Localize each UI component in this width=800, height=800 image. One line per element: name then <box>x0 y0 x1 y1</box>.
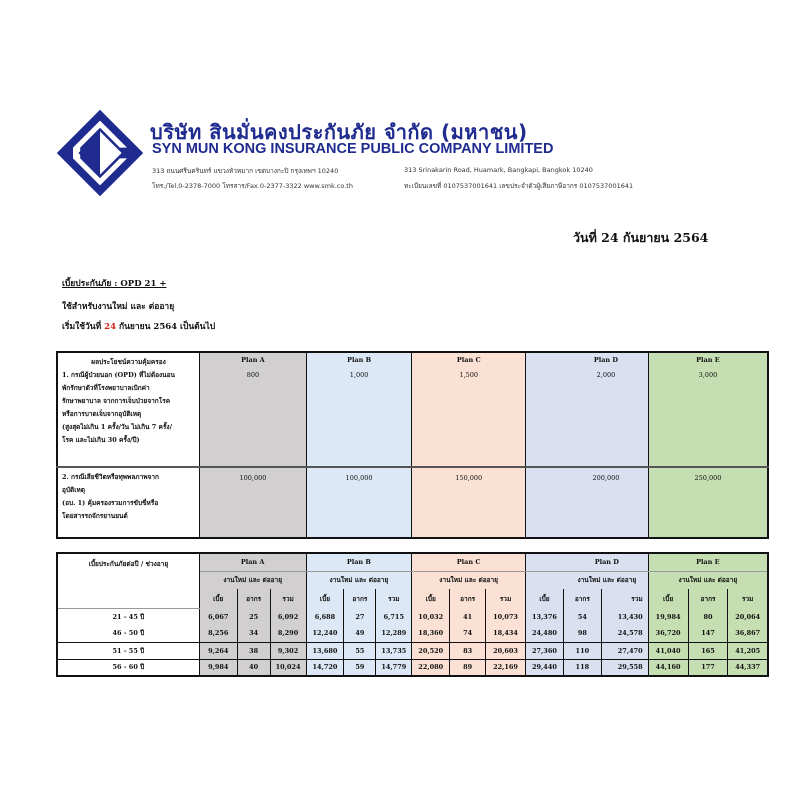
col-premium: เบี้ย <box>525 589 563 608</box>
benefit-row-opd <box>57 352 768 467</box>
col-premium: เบี้ย <box>648 589 688 608</box>
plan-d-header: Plan D <box>593 356 619 364</box>
plan-a-stamp: 38 <box>237 642 270 659</box>
plan-c-total: 22,169 <box>486 659 526 676</box>
plan-d-accident-cell <box>526 467 649 538</box>
benefit-line: (อบ. 1) คุ้มครองรวมการขับขี่หรือ <box>62 499 159 507</box>
plan-c-opd-cell <box>412 352 526 467</box>
plan-e-premium: 36,720 <box>648 625 688 642</box>
plan-a-total: 6,092 <box>270 608 306 625</box>
plan-e-stamp: 165 <box>688 642 728 659</box>
plan-d-total: 27,470 <box>601 642 648 659</box>
table-row <box>57 608 768 625</box>
premium-plan-a-header: Plan A <box>199 553 306 571</box>
plan-e-total: 44,337 <box>728 659 768 676</box>
plan-c-stamp: 89 <box>450 659 486 676</box>
plan-b-premium: 14,720 <box>306 659 344 676</box>
plan-a-premium: 9,984 <box>199 659 237 676</box>
benefit-line: (สูงสุดไม่เกิน 1 ครั้ง/วัน ไม่เกิน 7 ครั้ง/ <box>62 423 172 431</box>
premium-plan-a-subheader: งานใหม่ และ ต่ออายุ <box>199 571 306 589</box>
plan-e-premium: 44,160 <box>648 659 688 676</box>
plan-c-total: 18,434 <box>486 625 526 642</box>
effective-suffix: กันยายน 2564 เป็นต้นไป <box>118 322 216 332</box>
plan-d-opd-value: 2,000 <box>596 371 616 379</box>
benefit-desc-accident <box>57 467 200 538</box>
plan-b-total: 12,289 <box>376 625 412 642</box>
plan-e-accident-value: 250,000 <box>694 474 722 482</box>
benefit-line: รักษาพยาบาล จากการเจ็บป่วยจากโรค <box>62 397 171 405</box>
col-total: รวม <box>270 589 306 608</box>
premium-plan-d-subheader: งานใหม่ และ ต่ออายุ <box>525 571 648 589</box>
plan-d-opd-cell <box>526 352 649 467</box>
benefit-row-accident <box>57 467 768 538</box>
plan-e-opd-value: 3,000 <box>698 371 718 379</box>
plan-b-total: 6,715 <box>376 608 412 625</box>
plan-e-stamp: 80 <box>688 608 728 625</box>
plan-b-accident-value: 100,000 <box>345 474 373 482</box>
premium-header-label: เบี้ยประกันภัยต่อปี / ช่วงอายุ <box>57 553 199 608</box>
plan-d-accident-value: 200,000 <box>592 474 620 482</box>
plan-d-stamp: 54 <box>563 608 601 625</box>
plan-b-stamp: 55 <box>344 642 376 659</box>
plan-d-stamp: 110 <box>563 642 601 659</box>
plan-e-total: 41,205 <box>728 642 768 659</box>
company-name-en: SYN MUN KONG INSURANCE PUBLIC COMPANY LIMITED <box>152 141 554 157</box>
plan-d-premium: 27,360 <box>525 642 563 659</box>
plan-a-stamp: 25 <box>237 608 270 625</box>
plan-b-stamp: 27 <box>344 608 376 625</box>
benefit-line: พักรักษาตัวที่โรงพยาบาลเบิกค่า <box>62 384 150 392</box>
effective-day: 24 <box>104 322 116 332</box>
plan-a-stamp: 40 <box>237 659 270 676</box>
plan-e-stamp: 177 <box>688 659 728 676</box>
plan-b-stamp: 59 <box>344 659 376 676</box>
premium-plan-b-header: Plan B <box>306 553 412 571</box>
premium-plan-e-subheader: งานใหม่ และ ต่ออายุ <box>648 571 768 589</box>
plan-a-total: 10,024 <box>270 659 306 676</box>
applies-to-text: ใช้สำหรับงานใหม่ และ ต่ออายุ <box>62 302 175 312</box>
premium-table <box>56 552 769 677</box>
plan-b-premium: 12,240 <box>306 625 344 642</box>
col-premium: เบี้ย <box>306 589 344 608</box>
plan-c-premium: 18,360 <box>412 625 450 642</box>
plan-b-accident-cell <box>306 467 412 538</box>
table-row <box>57 625 768 642</box>
company-address-en: 313 Srinakarin Road, Huamark, Bangkapi, Bangkok 10240 <box>404 166 593 174</box>
company-address-th: 313 ถนนศรีนครินทร์ แขวงหัวหมาก เขตบางกะปิ กรุงเทพฯ 10240 <box>152 167 339 175</box>
document-date: วันที่ 24 กันยายน 2564 <box>573 230 709 245</box>
plan-b-header: Plan B <box>347 356 372 364</box>
age-band: 46 - 50 ปี <box>57 625 199 642</box>
plan-c-opd-value: 1,500 <box>459 371 479 379</box>
plan-e-premium: 19,984 <box>648 608 688 625</box>
premium-plan-e-header: Plan E <box>648 553 768 571</box>
plan-c-accident-value: 150,000 <box>455 474 483 482</box>
plan-d-stamp: 98 <box>563 625 601 642</box>
effective-date-text <box>62 319 215 333</box>
plan-c-stamp: 83 <box>450 642 486 659</box>
plan-d-premium: 13,376 <box>525 608 563 625</box>
benefit-header: ผลประโยชน์ความคุ้มครอง <box>91 358 166 366</box>
benefit-line: หรือการบาดเจ็บจากอุบัติเหตุ <box>62 410 142 418</box>
plan-a-accident-cell <box>200 467 307 538</box>
premium-plan-header-row <box>57 553 768 571</box>
plan-d-total: 29,558 <box>601 659 648 676</box>
smk-diamond-logo-icon <box>55 108 145 198</box>
plan-e-total: 20,064 <box>728 608 768 625</box>
benefit-line: 2. กรณีเสียชีวิตหรือทุพพลภาพจาก <box>62 473 159 481</box>
plan-a-opd-value: 800 <box>246 371 260 379</box>
age-band: 21 - 45 ปี <box>57 608 199 625</box>
effective-prefix: เริ่มใช้วันที่ <box>62 322 102 332</box>
table-row <box>57 659 768 676</box>
plan-b-opd-cell <box>306 352 412 467</box>
document-title: เบี้ยประกันภัย : OPD 21 + <box>62 279 167 289</box>
plan-d-stamp: 118 <box>563 659 601 676</box>
col-stamp: อากร <box>563 589 601 608</box>
plan-e-stamp: 147 <box>688 625 728 642</box>
plan-b-opd-value: 1,000 <box>349 371 369 379</box>
plan-e-premium: 41,040 <box>648 642 688 659</box>
premium-plan-d-header: Plan D <box>525 553 648 571</box>
col-total: รวม <box>601 589 648 608</box>
plan-a-header: Plan A <box>241 356 265 364</box>
plan-c-header: Plan C <box>456 356 481 364</box>
plan-c-stamp: 74 <box>450 625 486 642</box>
benefit-line: อุบัติเหตุ <box>62 486 85 494</box>
benefit-line: โดยสารรถจักรยานยนต์ <box>62 512 128 520</box>
plan-e-total: 36,867 <box>728 625 768 642</box>
plan-b-premium: 6,688 <box>306 608 344 625</box>
premium-plan-c-subheader: งานใหม่ และ ต่ออายุ <box>412 571 526 589</box>
plan-e-header: Plan E <box>696 356 720 364</box>
premium-plan-b-subheader: งานใหม่ และ ต่ออายุ <box>306 571 412 589</box>
plan-c-premium: 20,520 <box>412 642 450 659</box>
col-stamp: อากร <box>450 589 486 608</box>
age-band: 56 - 60 ปี <box>57 659 199 676</box>
benefit-line: โรค และไม่เกิน 30 ครั้ง/ปี) <box>62 436 140 444</box>
plan-b-total: 14,779 <box>376 659 412 676</box>
plan-d-premium: 24,480 <box>525 625 563 642</box>
col-premium: เบี้ย <box>412 589 450 608</box>
col-stamp: อากร <box>237 589 270 608</box>
company-name-th: บริษัท สินมั่นคงประกันภัย จำกัด (มหาชน) <box>150 120 528 144</box>
plan-c-premium: 22,080 <box>412 659 450 676</box>
plan-d-total: 24,578 <box>601 625 648 642</box>
company-registration: ทะเบียนเลขที่ 0107537001641 เลขประจำตัวผู้เสียภาษีอากร 0107537001641 <box>404 182 634 190</box>
plan-e-accident-cell <box>648 467 768 538</box>
plan-c-accident-cell <box>412 467 526 538</box>
plan-e-opd-cell <box>648 352 768 467</box>
plan-b-total: 13,735 <box>376 642 412 659</box>
plan-b-premium: 13,680 <box>306 642 344 659</box>
plan-a-premium: 9,264 <box>199 642 237 659</box>
col-total: รวม <box>486 589 526 608</box>
plan-a-premium: 8,256 <box>199 625 237 642</box>
plan-a-premium: 6,067 <box>199 608 237 625</box>
benefit-line: 1. กรณีผู้ป่วยนอก (OPD) ที่ไม่ต้องนอน <box>62 371 175 379</box>
plan-c-total: 10,073 <box>486 608 526 625</box>
plan-c-stamp: 41 <box>450 608 486 625</box>
col-premium: เบี้ย <box>199 589 237 608</box>
table-row <box>57 642 768 659</box>
col-stamp: อากร <box>344 589 376 608</box>
plan-d-premium: 29,440 <box>525 659 563 676</box>
company-contact: โทร./Tel.0-2378-7000 โทรสาร/Fax.0-2377-3322 www.smk.co.th <box>152 182 353 190</box>
benefit-table <box>56 351 769 539</box>
plan-a-opd-cell <box>200 352 307 467</box>
plan-a-accident-value: 100,000 <box>239 474 267 482</box>
col-stamp: อากร <box>688 589 728 608</box>
plan-a-total: 8,290 <box>270 625 306 642</box>
age-band: 51 - 55 ปี <box>57 642 199 659</box>
premium-plan-c-header: Plan C <box>412 553 526 571</box>
col-total: รวม <box>376 589 412 608</box>
benefit-desc-opd <box>57 352 200 467</box>
plan-c-premium: 10,032 <box>412 608 450 625</box>
col-total: รวม <box>728 589 768 608</box>
plan-d-total: 13,430 <box>601 608 648 625</box>
plan-a-stamp: 34 <box>237 625 270 642</box>
plan-c-total: 20,603 <box>486 642 526 659</box>
plan-a-total: 9,302 <box>270 642 306 659</box>
plan-b-stamp: 49 <box>344 625 376 642</box>
